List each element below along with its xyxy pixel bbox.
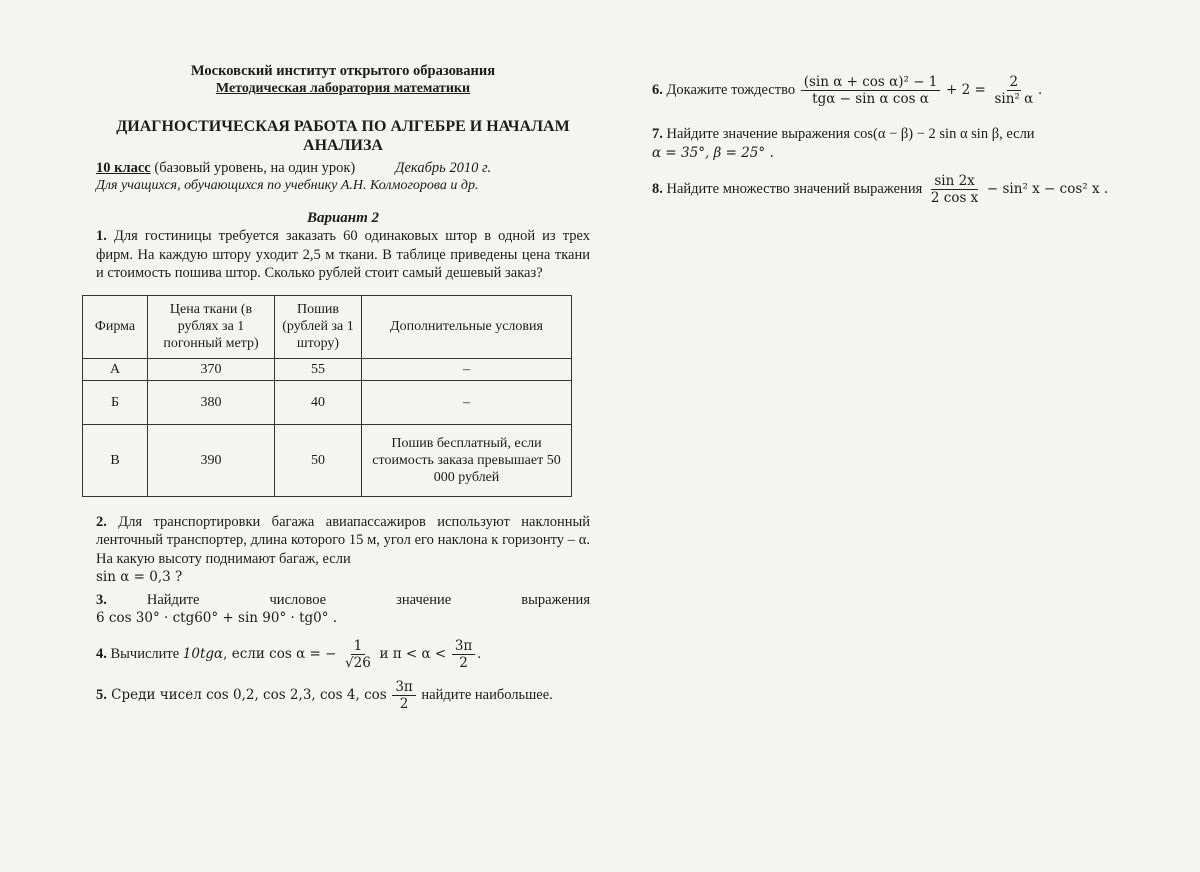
grade-line (96, 159, 590, 177)
fraction-denominator: sin² α (994, 91, 1034, 107)
fraction-numerator: sin 2x (931, 173, 977, 190)
task-7-number: 7. (652, 126, 663, 142)
task-3-line (96, 591, 590, 610)
task-5-number: 5. (96, 686, 107, 703)
table-cell: 370 (148, 358, 275, 380)
table-cell: 40 (275, 380, 362, 424)
task-6-text: Докажите тождество (662, 81, 796, 98)
fraction-denominator: √26 (345, 654, 371, 671)
fraction-denominator: 2 (459, 654, 468, 671)
task-2-number: 2. (96, 513, 107, 530)
table-cell: А (83, 358, 148, 380)
task-3-expression: 6 cos 30° · ctg60° + sin 90° · tg0° . (96, 610, 338, 626)
grade-label: 10 класс (96, 160, 151, 176)
task-3 (96, 591, 590, 628)
left-column (96, 62, 590, 712)
fraction-denominator: 2 (399, 695, 409, 712)
fraction-numerator: (sin α + cos α)² − 1 (801, 74, 941, 91)
fraction-numerator: 1 (351, 638, 366, 655)
firms-table (82, 295, 572, 497)
task-6-fraction-2 (991, 74, 1036, 107)
task-1 (96, 227, 590, 283)
task-6-end: . (1038, 81, 1042, 98)
task-7-condition: α = 35°, β = 25° . (652, 145, 774, 161)
table-header-cell: Дополнительные условия (362, 295, 572, 358)
task-4 (96, 638, 590, 671)
task-3-number: 3. (96, 591, 107, 608)
document-title: ДИАГНОСТИЧЕСКАЯ РАБОТА ПО АЛГЕБРЕ И НАЧАЛАМ АНАЛИЗА (116, 118, 570, 154)
task-8-text: Найдите множество значений выражения (662, 180, 923, 197)
task-5-end: найдите наибольшее. (417, 686, 553, 703)
task-4-and: и π < α < (379, 645, 447, 662)
task-5-fraction (392, 679, 415, 712)
task-4-if: , если cos α = − (223, 645, 337, 662)
task-5-text: Среди чисел cos 0,2, cos 2,3, cos 4, cos (106, 686, 387, 703)
table-header-cell: Фирма (83, 295, 148, 358)
task-4-expression: 10tgα (182, 645, 224, 662)
variant-title: Вариант 2 (306, 210, 380, 226)
table-cell: 50 (275, 424, 362, 496)
table-row (83, 424, 572, 496)
task-5 (96, 679, 590, 712)
table-row (83, 380, 572, 424)
table-cell: Пошив бесплатный, если стоимость заказа превышает 50 000 рублей (362, 424, 572, 496)
task-4-fraction-2 (452, 638, 475, 671)
task-8-fraction (928, 173, 981, 206)
task-8-end: − sin² x − cos² x . (986, 180, 1109, 197)
table-row (83, 358, 572, 380)
task-2-condition: sin α = 0,3 ? (96, 569, 183, 585)
institute-name: Московский институт открытого образования (190, 63, 496, 79)
task-8 (652, 173, 1138, 206)
task-7-text: Найдите значение выражения cos(α − β) − 2 sin α sin β, если (662, 126, 1035, 142)
task-6-number: 6. (652, 81, 663, 98)
task-6-mid: + 2 = (946, 81, 986, 98)
fraction-denominator: tgα − sin α cos α (812, 91, 929, 107)
task-6 (652, 74, 1138, 107)
level-label: (базовый уровень, на один урок) (150, 160, 356, 176)
table-cell: Б (83, 380, 148, 424)
table-cell: 55 (275, 358, 362, 380)
laboratory-name: Методическая лаборатория математики (215, 81, 471, 96)
task-4-number: 4. (96, 645, 107, 662)
table-cell: В (83, 424, 148, 496)
task-7 (652, 125, 1138, 163)
task-4-text: Вычислите (106, 645, 180, 662)
task-2 (96, 513, 590, 587)
task-1-number: 1. (96, 228, 107, 244)
task-6-fraction (801, 74, 941, 107)
table-cell: – (362, 358, 572, 380)
table-header-row (83, 295, 572, 358)
task-4-end: . (477, 645, 481, 662)
task-8-number: 8. (652, 180, 663, 197)
fraction-numerator: 3π (392, 679, 415, 696)
table-cell: 380 (148, 380, 275, 424)
task-3-text: Найдите числовое значение выражения (146, 591, 590, 608)
fraction-denominator: 2 cos x (930, 190, 979, 206)
table-cell: – (362, 380, 572, 424)
fraction-numerator: 2 (1007, 74, 1022, 91)
task-2-text: Для транспортировки багажа авиапассажиров используют наклонный ленточный транспортер, длина которого 15 м, угол его наклона к горизонту – α. На какую высоту поднимают багаж, если (96, 513, 590, 567)
table-header-cell: Цена ткани (в рублях за 1 погонный метр) (148, 295, 275, 358)
task-4-fraction (342, 638, 374, 671)
right-column (652, 74, 1138, 216)
table-header-cell: Пошив (рублей за 1 штору) (275, 295, 362, 358)
fraction-numerator: 3π (452, 638, 475, 655)
task-1-text: Для гостиницы требуется заказать 60 одинаковых штор в одной из трех фирм. На каждую штору уходит 2,5 м ткани. В таблице приведены цена ткани и стоимость пошива штор. Сколько рублей стоит самый дешевый заказ? (96, 228, 590, 281)
date-label: Декабрь 2010 г. (395, 160, 492, 176)
table-cell: 390 (148, 424, 275, 496)
students-note: Для учащихся, обучающихся по учебнику А.Н. Колмогорова и др. (96, 178, 479, 193)
